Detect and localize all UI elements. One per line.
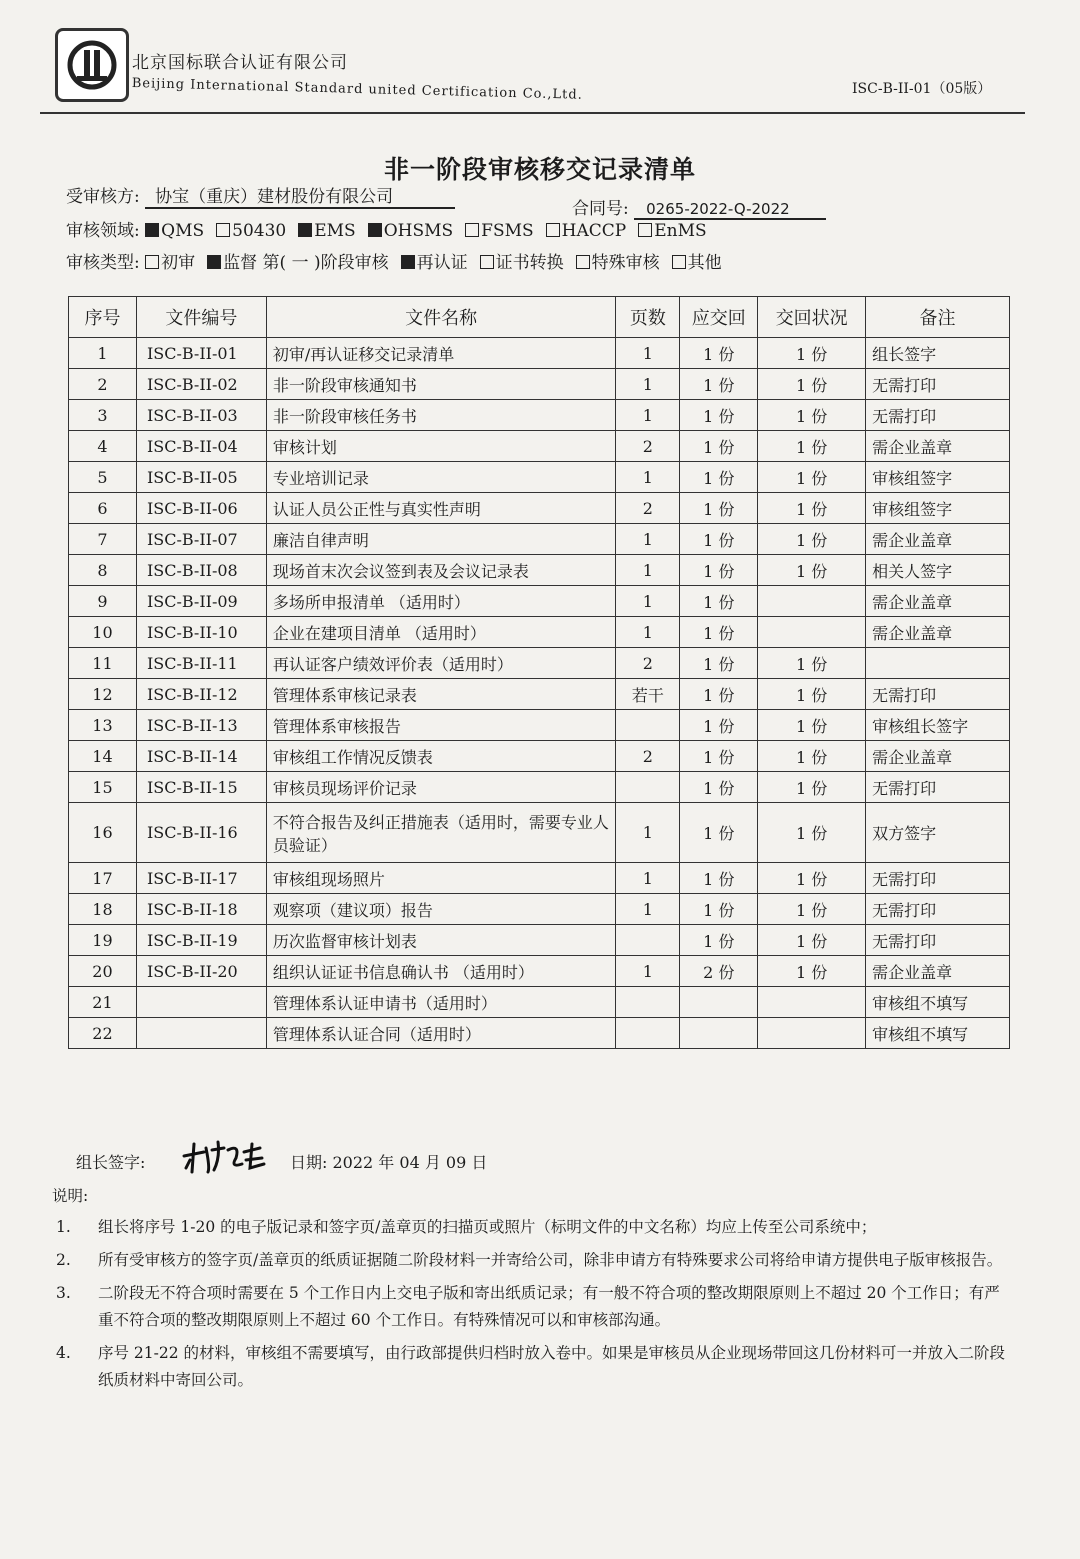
table-row [69,803,1010,863]
checked-box-icon [298,223,312,237]
cell-pages: 1 [616,956,680,987]
cell-pages [616,710,680,741]
cell-seq: 3 [69,400,137,431]
cell-pages: 1 [616,803,680,863]
cell-remarks: 无需打印 [866,369,1010,400]
cell-remarks: 审核组签字 [866,493,1010,524]
audit-field-option [145,221,204,241]
cell-doc-no: ISC-B-II-10 [136,617,266,648]
cell-returned: 1 份 [758,925,866,956]
cell-doc-no: ISC-B-II-05 [136,462,266,493]
cell-doc-no: ISC-B-II-02 [136,369,266,400]
unchecked-box-icon [672,255,686,269]
cell-doc-name: 初审/再认证移交记录清单 [266,338,616,369]
cell-due: 1 份 [680,400,758,431]
cell-doc-name: 廉洁自律声明 [266,524,616,555]
audit-type-option [145,253,195,273]
cell-remarks: 无需打印 [866,400,1010,431]
cell-doc-no: ISC-B-II-11 [136,648,266,679]
cell-seq: 15 [69,772,137,803]
cell-doc-no: ISC-B-II-12 [136,679,266,710]
cell-seq: 22 [69,1018,137,1049]
cell-seq: 21 [69,987,137,1018]
audit-field-option-label: EnMS [654,221,707,241]
cell-doc-no: ISC-B-II-14 [136,741,266,772]
cell-due: 1 份 [680,925,758,956]
cell-pages: 2 [616,741,680,772]
cell-due: 1 份 [680,338,758,369]
cell-returned: 1 份 [758,431,866,462]
cell-due: 1 份 [680,617,758,648]
cell-seq: 8 [69,555,137,586]
cell-remarks: 无需打印 [866,894,1010,925]
cell-remarks: 需企业盖章 [866,586,1010,617]
cell-due: 1 份 [680,894,758,925]
note-number: 4. [56,1344,71,1362]
cell-doc-name: 不符合报告及纠正措施表（适用时，需要专业人员验证） [266,803,616,863]
col-header-seq: 序号 [69,297,137,338]
cell-seq: 5 [69,462,137,493]
table-row [69,493,1010,524]
cell-remarks: 需企业盖章 [866,956,1010,987]
audit-field-line [66,216,719,241]
table-row [69,894,1010,925]
cell-remarks: 审核组不填写 [866,987,1010,1018]
col-header-remarks: 备注 [866,297,1010,338]
cell-remarks: 无需打印 [866,925,1010,956]
audit-type-options [145,253,733,273]
transfer-record-table [68,296,1010,1049]
cell-doc-name: 认证人员公正性与真实性声明 [266,493,616,524]
auditee-line [66,182,455,209]
cell-seq: 18 [69,894,137,925]
audit-field-option [546,221,627,241]
checked-box-icon [145,223,159,237]
cell-returned [758,586,866,617]
cell-doc-no: ISC-B-II-04 [136,431,266,462]
unchecked-box-icon [216,223,230,237]
cell-returned: 1 份 [758,894,866,925]
cell-pages [616,1018,680,1049]
unchecked-box-icon [576,255,590,269]
cell-due: 1 份 [680,710,758,741]
table-row [69,925,1010,956]
cell-doc-no: ISC-B-II-19 [136,925,266,956]
note-item [52,1214,1012,1241]
cell-remarks: 需企业盖章 [866,617,1010,648]
audit-type-option [480,253,564,273]
cell-due [680,1018,758,1049]
cell-doc-name: 组织认证证书信息确认书 （适用时） [266,956,616,987]
cell-due: 1 份 [680,462,758,493]
audit-type-option [576,253,660,273]
audit-field-option [638,221,706,241]
note-number: 2. [56,1251,71,1269]
audit-field-option [298,221,355,241]
cell-due: 1 份 [680,431,758,462]
table-row [69,617,1010,648]
audit-type-option-label: 监督 第( 一 )阶段审核 [223,253,389,273]
cell-remarks: 无需打印 [866,772,1010,803]
cell-pages: 1 [616,369,680,400]
cell-returned: 1 份 [758,679,866,710]
cell-due: 1 份 [680,524,758,555]
table-row [69,648,1010,679]
leader-signature [180,1138,275,1178]
table-row [69,987,1010,1018]
cell-doc-name: 企业在建项目清单 （适用时） [266,617,616,648]
cell-pages: 若干 [616,679,680,710]
cell-doc-name: 管理体系认证合同（适用时） [266,1018,616,1049]
cell-seq: 13 [69,710,137,741]
table-row [69,772,1010,803]
cell-due: 1 份 [680,741,758,772]
unchecked-box-icon [145,255,159,269]
audit-field-option [368,221,453,241]
contract-label: 合同号: [572,199,629,219]
cell-pages: 2 [616,431,680,462]
audit-field-option-label: FSMS [481,221,534,241]
cell-returned: 1 份 [758,338,866,369]
cell-pages: 1 [616,894,680,925]
cell-returned: 1 份 [758,555,866,586]
audit-type-line [66,248,734,273]
note-item [52,1247,1012,1274]
cell-doc-name: 再认证客户绩效评价表（适用时） [266,648,616,679]
cell-returned: 1 份 [758,400,866,431]
auditee-label: 受审核方: [66,187,140,207]
table-row [69,400,1010,431]
cell-doc-name: 管理体系认证申请书（适用时） [266,987,616,1018]
cell-doc-name: 审核组现场照片 [266,863,616,894]
cell-doc-no: ISC-B-II-03 [136,400,266,431]
audit-type-option-label: 再认证 [416,253,468,273]
cell-returned: 1 份 [758,956,866,987]
cell-doc-name: 审核计划 [266,431,616,462]
cell-pages: 1 [616,338,680,369]
cell-doc-no: ISC-B-II-01 [136,338,266,369]
cell-doc-name: 管理体系审核记录表 [266,679,616,710]
cell-pages: 1 [616,617,680,648]
cell-doc-no: ISC-B-II-17 [136,863,266,894]
col-header-pages: 页数 [616,297,680,338]
cell-seq: 11 [69,648,137,679]
table-row [69,431,1010,462]
cell-remarks: 审核组不填写 [866,1018,1010,1049]
unchecked-box-icon [638,223,652,237]
document-number: ISC-B-II-01（05版） [852,81,992,97]
cell-pages [616,987,680,1018]
note-item [52,1340,1012,1394]
contract-value: 0265-2022-Q-2022 [634,200,826,220]
cell-doc-name: 审核组工作情况反馈表 [266,741,616,772]
audit-field-label: 审核领域: [66,221,140,241]
cell-doc-no: ISC-B-II-20 [136,956,266,987]
cell-doc-no: ISC-B-II-06 [136,493,266,524]
table-header-row [69,297,1010,338]
cell-pages: 1 [616,586,680,617]
note-text: 所有受审核方的签字页/盖章页的纸质证据随二阶段材料一并寄给公司，除非申请方有特殊要求公司将给申请方提供电子版审核报告。 [98,1251,1003,1269]
cell-doc-no: ISC-B-II-15 [136,772,266,803]
cell-doc-name: 非一阶段审核通知书 [266,369,616,400]
cell-remarks: 无需打印 [866,679,1010,710]
cell-pages [616,772,680,803]
cell-pages: 2 [616,648,680,679]
header-divider [40,112,1025,114]
handwritten-signature-icon [180,1138,275,1178]
table-row [69,462,1010,493]
cell-remarks: 需企业盖章 [866,431,1010,462]
cell-doc-name: 专业培训记录 [266,462,616,493]
cell-doc-no: ISC-B-II-18 [136,894,266,925]
cell-doc-no: ISC-B-II-09 [136,586,266,617]
cell-returned: 1 份 [758,369,866,400]
cell-doc-no: ISC-B-II-08 [136,555,266,586]
table-row [69,586,1010,617]
table-row [69,679,1010,710]
cell-doc-no [136,987,266,1018]
table-row [69,863,1010,894]
audit-type-option [207,253,388,273]
cell-seq: 19 [69,925,137,956]
auditee-value: 协宝（重庆）建材股份有限公司 [145,182,455,209]
unchecked-box-icon [480,255,494,269]
table-row [69,741,1010,772]
cell-returned: 1 份 [758,772,866,803]
leader-signature-label: 组长签字: [76,1153,146,1172]
cell-doc-name: 审核员现场评价记录 [266,772,616,803]
cell-due: 2 份 [680,956,758,987]
note-text: 序号 21-22 的材料，审核组不需要填写，由行政部提供归档时放入卷中。如果是审核员从企业现场带回这几份材料可一并放入二阶段纸质材料中寄回公司。 [98,1344,1006,1389]
cell-returned: 1 份 [758,803,866,863]
audit-field-option [465,221,534,241]
cell-seq: 2 [69,369,137,400]
cell-pages: 2 [616,493,680,524]
cell-due: 1 份 [680,369,758,400]
note-text: 组长将序号 1-20 的电子版记录和签字页/盖章页的扫描页或照片（标明文件的中文名称）均应上传至公司系统中； [98,1218,877,1236]
note-text: 二阶段无不符合项时需要在 5 个工作日内上交电子版和寄出纸质记录；有一般不符合项的整改期限原则上不超过 20 个工作日；有严重不符合项的整改期限原则上不超过 60 个工作日。有特殊情况可以和审核部沟通。 [98,1284,1000,1329]
cell-due: 1 份 [680,586,758,617]
cell-due: 1 份 [680,772,758,803]
cell-remarks [866,648,1010,679]
cell-due: 1 份 [680,555,758,586]
cell-remarks: 无需打印 [866,863,1010,894]
cell-remarks: 需企业盖章 [866,741,1010,772]
cell-seq: 9 [69,586,137,617]
cell-remarks: 审核组长签字 [866,710,1010,741]
cell-seq: 14 [69,741,137,772]
table-row [69,710,1010,741]
cell-due: 1 份 [680,863,758,894]
note-item [52,1280,1012,1334]
audit-field-option-label: 50430 [232,221,287,241]
cell-pages: 1 [616,462,680,493]
table-row [69,555,1010,586]
cell-due: 1 份 [680,803,758,863]
cell-pages: 1 [616,863,680,894]
cell-returned: 1 份 [758,462,866,493]
cell-doc-no: ISC-B-II-13 [136,710,266,741]
audit-type-option-label: 证书转换 [495,253,564,273]
company-name-en: Beijing International Standard united Certification Co.,Ltd. [131,76,584,103]
sign-date [290,1150,487,1173]
cell-doc-name: 观察项（建议项）报告 [266,894,616,925]
cell-remarks: 双方签字 [866,803,1010,863]
cell-due [680,987,758,1018]
cell-due: 1 份 [680,648,758,679]
cell-returned: 1 份 [758,493,866,524]
cell-seq: 12 [69,679,137,710]
cell-doc-name: 历次监督审核计划表 [266,925,616,956]
cell-seq: 1 [69,338,137,369]
checked-box-icon [207,255,221,269]
table-row [69,1018,1010,1049]
audit-field-options [145,221,719,241]
audit-type-option-label: 其他 [687,253,722,273]
cell-seq: 6 [69,493,137,524]
audit-type-option-label: 特殊审核 [591,253,660,273]
cell-doc-name: 管理体系审核报告 [266,710,616,741]
cell-pages: 1 [616,524,680,555]
cell-returned: 1 份 [758,524,866,555]
cell-doc-name: 现场首末次会议签到表及会议记录表 [266,555,616,586]
audit-field-option-label: EMS [314,221,356,241]
cell-seq: 16 [69,803,137,863]
col-header-due: 应交回 [680,297,758,338]
cell-remarks: 组长签字 [866,338,1010,369]
cell-remarks: 审核组签字 [866,462,1010,493]
cell-returned: 1 份 [758,863,866,894]
audit-field-option [216,221,286,241]
checked-box-icon [368,223,382,237]
cell-pages: 1 [616,400,680,431]
cell-returned: 1 份 [758,710,866,741]
cell-seq: 7 [69,524,137,555]
audit-type-option-label: 初审 [161,253,196,273]
checked-box-icon [401,255,415,269]
cell-returned: 1 份 [758,648,866,679]
company-logo [55,28,129,102]
cell-remarks: 需企业盖章 [866,524,1010,555]
cell-due: 1 份 [680,493,758,524]
cell-doc-no: ISC-B-II-16 [136,803,266,863]
col-header-doc-no: 文件编号 [136,297,266,338]
cell-seq: 17 [69,863,137,894]
cell-returned [758,1018,866,1049]
cell-seq: 20 [69,956,137,987]
table-row [69,369,1010,400]
cell-seq: 4 [69,431,137,462]
cell-pages [616,925,680,956]
cell-returned: 1 份 [758,741,866,772]
table-row [69,524,1010,555]
cell-remarks: 相关人签字 [866,555,1010,586]
cell-doc-name: 非一阶段审核任务书 [266,400,616,431]
unchecked-box-icon [546,223,560,237]
sign-date-label: 日期: [290,1153,328,1172]
table-row [69,338,1010,369]
cell-returned [758,987,866,1018]
logo-mark-icon [65,38,119,92]
sign-date-value: 2022 年 04 月 09 日 [332,1153,488,1172]
audit-field-option-label: HACCP [561,221,627,241]
table-row [69,956,1010,987]
audit-type-option [401,253,468,273]
company-name-cn: 北京国标联合认证有限公司 [132,53,348,73]
notes-title: 说明: [52,1187,89,1205]
audit-field-option-label: QMS [161,221,205,241]
col-header-returned: 交回状况 [758,297,866,338]
cell-pages: 1 [616,555,680,586]
page-title: 非一阶段审核移交记录清单 [383,155,696,184]
cell-doc-name: 多场所申报清单 （适用时） [266,586,616,617]
cell-returned [758,617,866,648]
note-number: 1. [56,1218,71,1236]
unchecked-box-icon [465,223,479,237]
col-header-doc-name: 文件名称 [266,297,616,338]
cell-doc-no: ISC-B-II-07 [136,524,266,555]
notes-section [52,1183,1012,1400]
audit-type-label: 审核类型: [66,253,140,273]
audit-type-option [672,253,722,273]
cell-due: 1 份 [680,679,758,710]
note-number: 3. [56,1284,71,1302]
cell-doc-no [136,1018,266,1049]
cell-seq: 10 [69,617,137,648]
audit-field-option-label: OHSMS [383,221,454,241]
